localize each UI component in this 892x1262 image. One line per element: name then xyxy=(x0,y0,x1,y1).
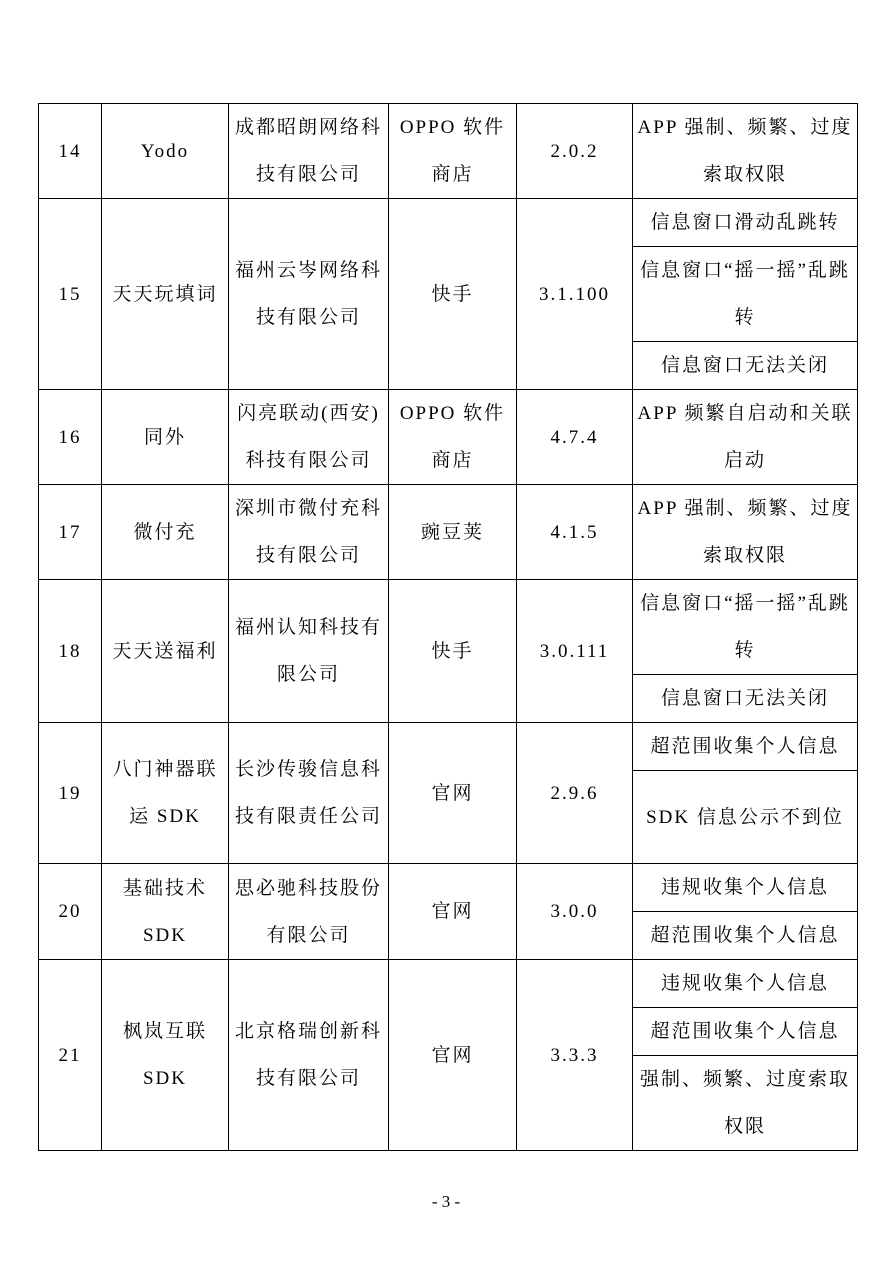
app-name: 微付充 xyxy=(102,485,229,580)
table-row xyxy=(39,723,858,771)
app-name: 同外 xyxy=(102,390,229,485)
version: 3.0.111 xyxy=(517,580,633,723)
issue: 信息窗口“摇一摇”乱跳转 xyxy=(633,247,858,342)
app-name: Yodo xyxy=(102,104,229,199)
source: OPPO 软件商店 xyxy=(389,104,517,199)
issue: APP 频繁自启动和关联启动 xyxy=(633,390,858,485)
issue: 强制、频繁、过度索取权限 xyxy=(633,1056,858,1151)
version: 3.0.0 xyxy=(517,864,633,960)
row-number: 19 xyxy=(39,723,102,864)
source: 豌豆荚 xyxy=(389,485,517,580)
developer: 闪亮联动(西安)科技有限公司 xyxy=(229,390,389,485)
issue: APP 强制、频繁、过度索取权限 xyxy=(633,485,858,580)
app-name: 基础技术SDK xyxy=(102,864,229,960)
app-name: 天天玩填词 xyxy=(102,199,229,390)
issue: 信息窗口无法关闭 xyxy=(633,342,858,390)
developer: 成都昭朗网络科技有限公司 xyxy=(229,104,389,199)
table-row xyxy=(39,199,858,247)
table-row xyxy=(39,864,858,912)
source: 官网 xyxy=(389,960,517,1151)
app-issues-table xyxy=(38,103,858,1151)
table-row xyxy=(39,960,858,1008)
developer: 长沙传骏信息科技有限责任公司 xyxy=(229,723,389,864)
row-number: 15 xyxy=(39,199,102,390)
developer: 福州认知科技有限公司 xyxy=(229,580,389,723)
source: 官网 xyxy=(389,864,517,960)
issue: 超范围收集个人信息 xyxy=(633,1008,858,1056)
row-number: 14 xyxy=(39,104,102,199)
version: 2.0.2 xyxy=(517,104,633,199)
row-number: 20 xyxy=(39,864,102,960)
version: 3.1.100 xyxy=(517,199,633,390)
table-row xyxy=(39,580,858,675)
issue: 信息窗口“摇一摇”乱跳转 xyxy=(633,580,858,675)
row-number: 21 xyxy=(39,960,102,1151)
table-row xyxy=(39,104,858,199)
row-number: 16 xyxy=(39,390,102,485)
issue: 违规收集个人信息 xyxy=(633,960,858,1008)
row-number: 17 xyxy=(39,485,102,580)
app-name: 天天送福利 xyxy=(102,580,229,723)
issue: APP 强制、频繁、过度索取权限 xyxy=(633,104,858,199)
source: OPPO 软件商店 xyxy=(389,390,517,485)
version: 2.9.6 xyxy=(517,723,633,864)
issue: 超范围收集个人信息 xyxy=(633,912,858,960)
app-name: 枫岚互联SDK xyxy=(102,960,229,1151)
version: 3.3.3 xyxy=(517,960,633,1151)
source: 官网 xyxy=(389,723,517,864)
page-number: - 3 - xyxy=(431,1192,461,1211)
row-number: 18 xyxy=(39,580,102,723)
issue: 违规收集个人信息 xyxy=(633,864,858,912)
app-name: 八门神器联运 SDK xyxy=(102,723,229,864)
developer: 思必驰科技股份有限公司 xyxy=(229,864,389,960)
table-row xyxy=(39,485,858,580)
source: 快手 xyxy=(389,199,517,390)
source: 快手 xyxy=(389,580,517,723)
issue: 信息窗口滑动乱跳转 xyxy=(633,199,858,247)
issue: SDK 信息公示不到位 xyxy=(633,771,858,864)
developer: 福州云岑网络科技有限公司 xyxy=(229,199,389,390)
version: 4.7.4 xyxy=(517,390,633,485)
issue: 信息窗口无法关闭 xyxy=(633,675,858,723)
version: 4.1.5 xyxy=(517,485,633,580)
developer: 北京格瑞创新科技有限公司 xyxy=(229,960,389,1151)
issue: 超范围收集个人信息 xyxy=(633,723,858,771)
table-row xyxy=(39,390,858,485)
developer: 深圳市微付充科技有限公司 xyxy=(229,485,389,580)
